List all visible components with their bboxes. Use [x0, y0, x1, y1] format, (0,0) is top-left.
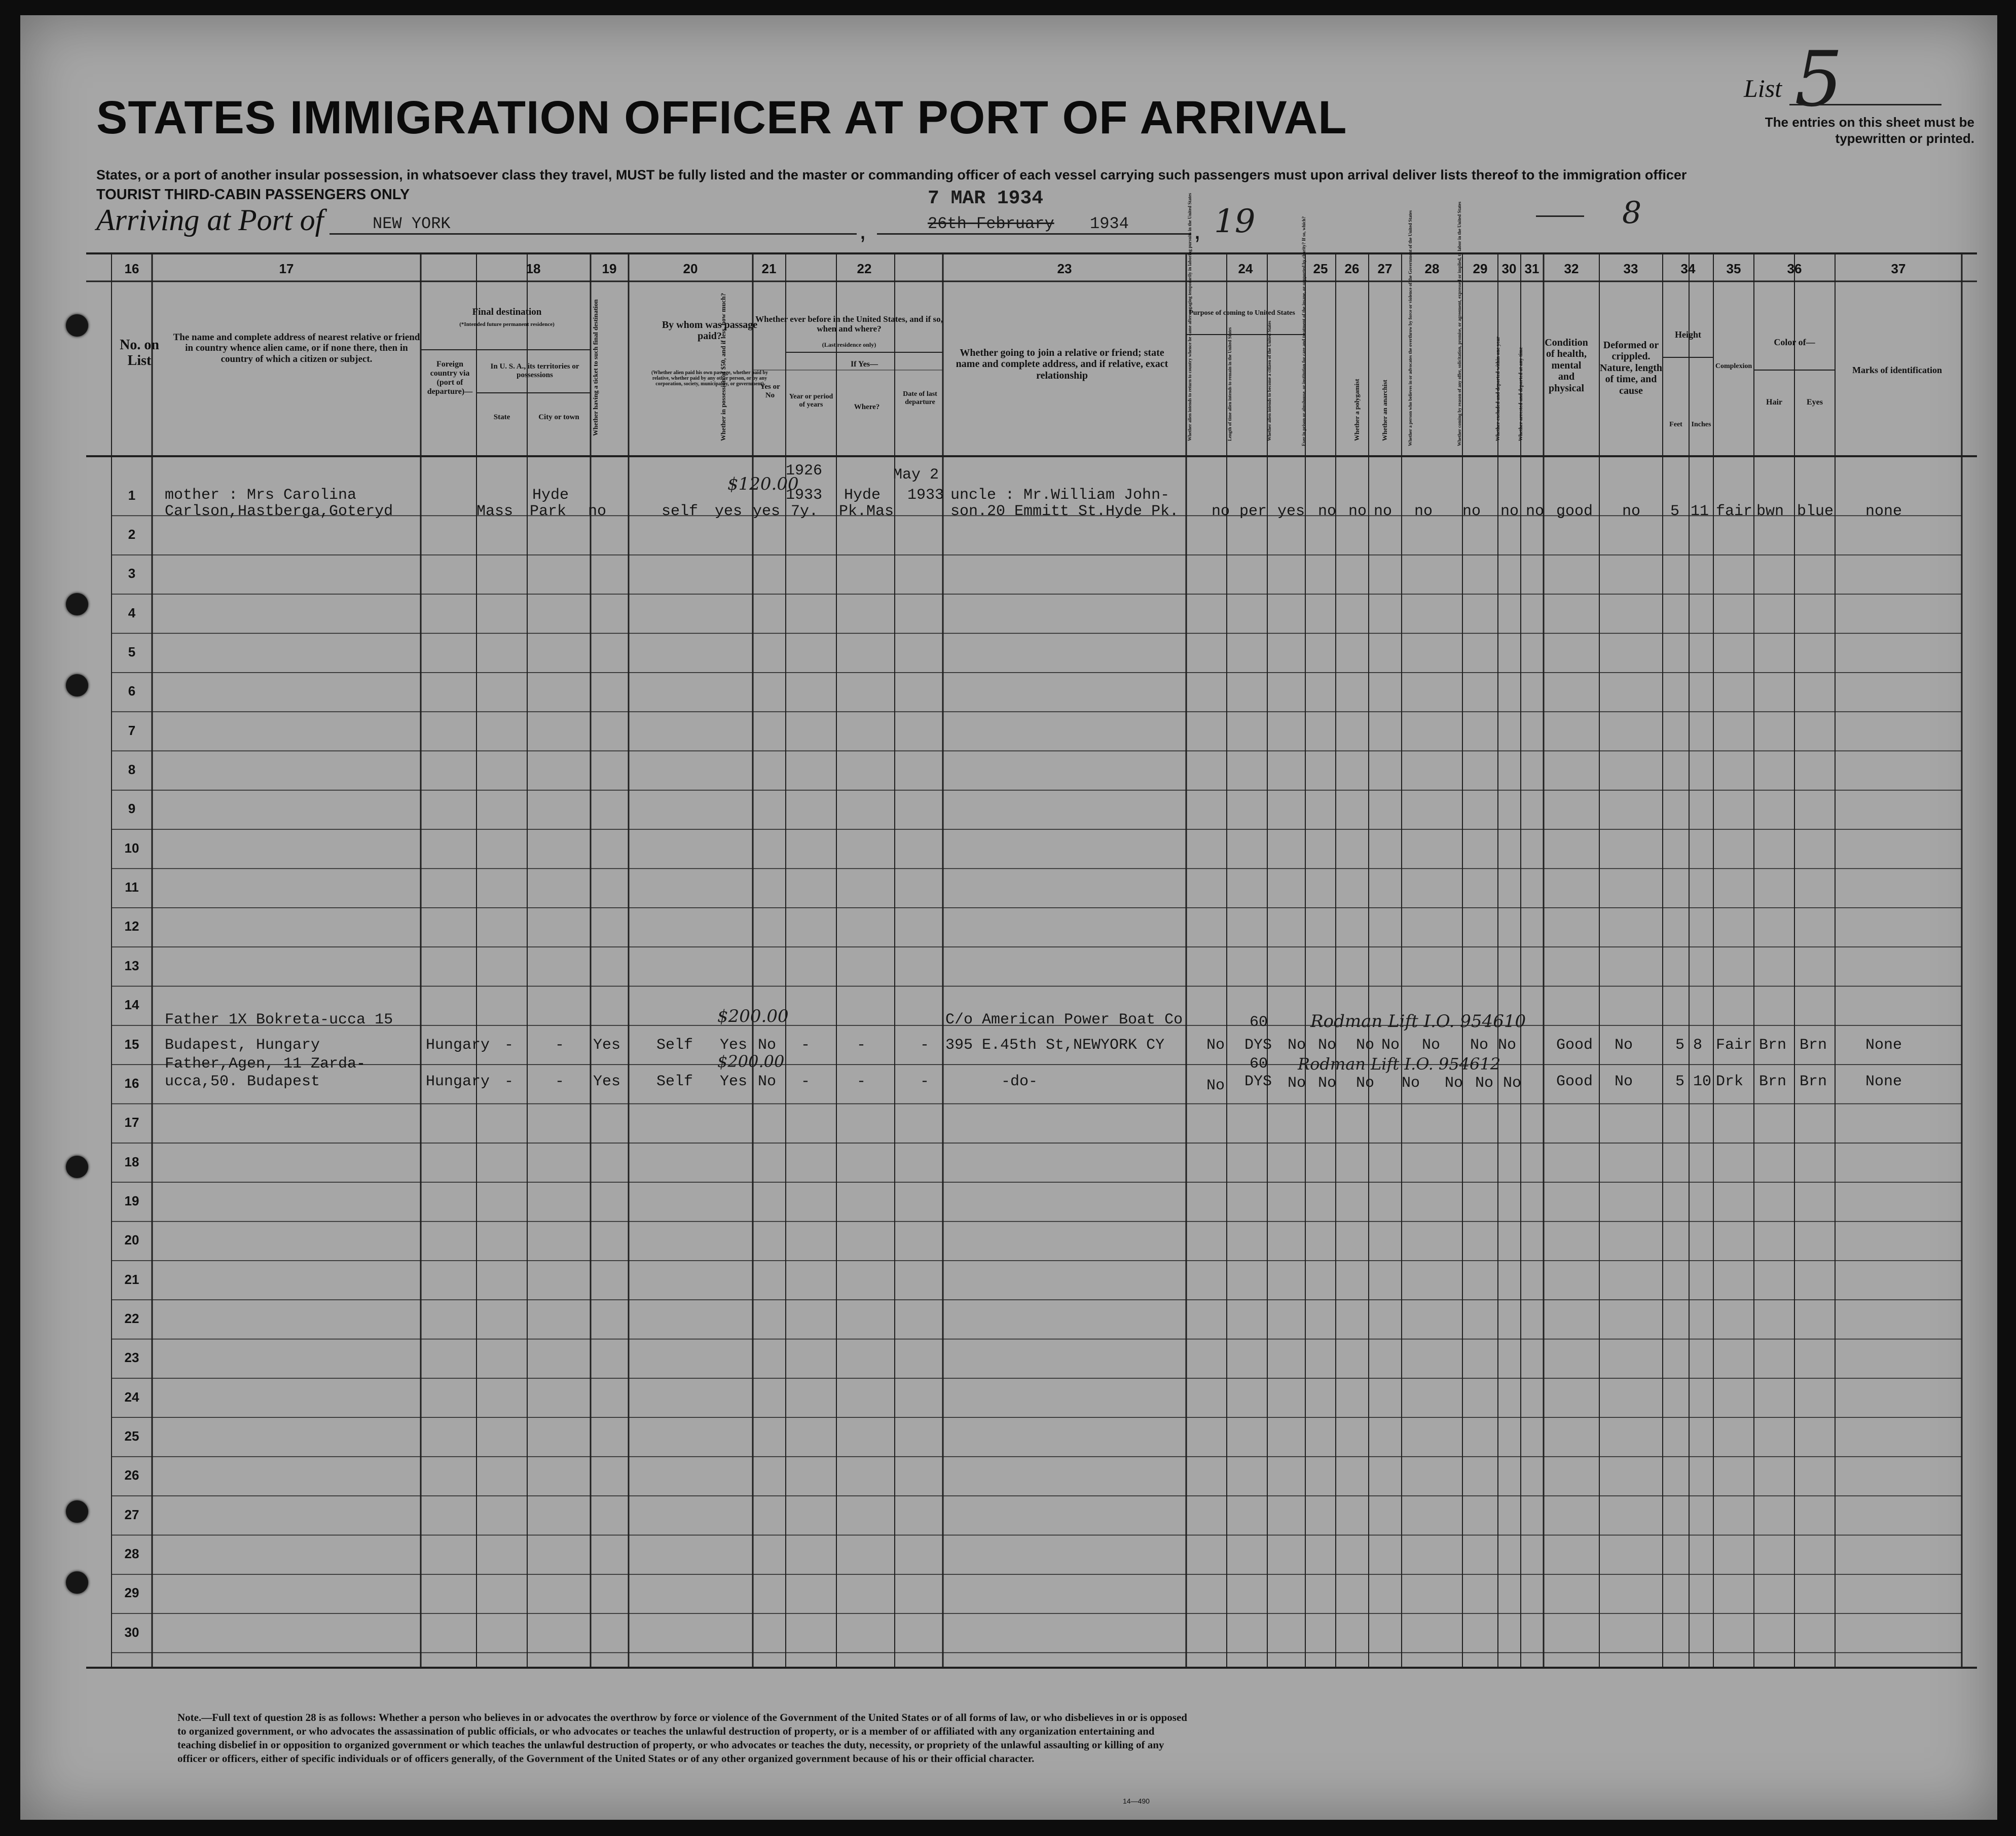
- row15-state: -: [504, 1037, 514, 1054]
- row-number: 4: [128, 605, 136, 620]
- row16-eyes: Brn: [1800, 1073, 1827, 1090]
- row15-eyes: Brn: [1800, 1037, 1827, 1054]
- row1-ticket: no: [588, 503, 607, 520]
- header-height: Height: [1675, 329, 1701, 340]
- row16-feet: 5: [1675, 1073, 1685, 1090]
- row1-years-line2: 1933: [786, 487, 823, 504]
- typed-year: 1934: [1090, 214, 1129, 233]
- row1-q28: no: [1414, 503, 1433, 520]
- header-q28: Whether a person who believes in or advocates the overthrow by force or violence of the Government of the United States: [1408, 210, 1413, 446]
- row15-purpose-a: No: [1206, 1037, 1225, 1054]
- header-q31: Whether arrested and deported at any time: [1518, 347, 1524, 441]
- form-title: STATES IMMIGRATION OFFICER AT PORT OF ARRIVAL: [96, 92, 1347, 143]
- row-number: 19: [124, 1193, 139, 1208]
- row1-money: yes: [715, 503, 743, 520]
- row15-purpose-b-line2: DYS: [1244, 1037, 1272, 1054]
- row1-date-line2: 1933: [907, 487, 944, 504]
- column-number: 31: [1524, 261, 1540, 276]
- row1-before: yes: [753, 503, 781, 520]
- header-ticket: Whether having a ticket to such final destination: [592, 299, 599, 436]
- row1-where-line1: Hyde: [844, 487, 881, 504]
- column-number: 36: [1787, 261, 1802, 276]
- form-passenger-class: TOURIST THIRD-CABIN PASSENGERS ONLY: [96, 187, 410, 203]
- header-yes-no: Yes or No: [760, 383, 780, 399]
- row16-relative-line1: Father,Agen, 11 Zarda-: [165, 1055, 366, 1073]
- row16-date: -: [920, 1073, 930, 1090]
- row16-purpose-b-line1: 60: [1250, 1055, 1268, 1073]
- header-money: Whether in possession of $50, and if less, how much?: [719, 293, 727, 441]
- row-number: 8: [128, 762, 136, 778]
- row16-paid: Self: [656, 1073, 693, 1090]
- column-number: 35: [1726, 261, 1741, 276]
- column-number: 30: [1501, 261, 1517, 276]
- row-number: 23: [124, 1350, 139, 1366]
- row15-q31: No: [1498, 1037, 1517, 1054]
- row15-condition: Good: [1556, 1037, 1593, 1054]
- row-number: 26: [124, 1467, 139, 1483]
- row15-ticket: Yes: [593, 1037, 621, 1054]
- header-q29: Whether coming by reason of any offer, solicitation, promise, or agreement, expressed or implied, to labor in the United States: [1457, 201, 1462, 446]
- header-polygamist: Whether a polygamist: [1353, 379, 1361, 441]
- column-number: 25: [1313, 261, 1328, 276]
- row15-money: Yes: [720, 1037, 748, 1054]
- row-number: 14: [124, 997, 139, 1013]
- header-complexion: Complexion: [1715, 362, 1752, 370]
- row15-joining-line2: 395 E.45th St,NEWYORK CY: [945, 1037, 1165, 1054]
- row1-relative-line2: Carlson,Hastberga,Goteryd: [165, 503, 393, 520]
- column-number: 28: [1424, 261, 1440, 276]
- header-relative: The name and complete address of nearest relative or friend in country whence alien came, or if none there, then in country of which a citizen or subject.: [173, 332, 420, 364]
- row-number: 13: [124, 958, 139, 973]
- row16-q28: No: [1402, 1075, 1420, 1092]
- row1-money-handwritten: $120.00: [727, 474, 799, 494]
- row1-purpose-b: per: [1239, 503, 1267, 520]
- column-number: 29: [1473, 261, 1488, 276]
- row-number: 1: [128, 487, 136, 503]
- row16-purpose-a: No: [1206, 1077, 1225, 1094]
- row1-inches: 11: [1691, 503, 1709, 520]
- manifest-grid: [20, 15, 1997, 1820]
- row1-relative-line1: mother : Mrs Carolina: [165, 487, 357, 504]
- row16-years: -: [801, 1073, 811, 1090]
- row-number: 9: [128, 801, 136, 817]
- column-number: 26: [1344, 261, 1360, 276]
- column-number: 16: [124, 261, 139, 276]
- row1-q26: no: [1348, 503, 1367, 520]
- row15-marks: None: [1865, 1037, 1902, 1054]
- row15-foreign: Hungary: [426, 1037, 490, 1054]
- column-number: 34: [1680, 261, 1696, 276]
- row15-q28: No: [1381, 1037, 1400, 1054]
- header-state: State: [493, 413, 510, 421]
- row1-city-line2: Park: [530, 503, 567, 520]
- column-number: 33: [1623, 261, 1638, 276]
- row16-q27: No: [1356, 1075, 1375, 1092]
- header-purpose-c: Whether alien intends to become a citizen of the United States: [1267, 320, 1272, 441]
- row15-deformed: No: [1615, 1037, 1633, 1054]
- header-anarchist: Whether an anarchist: [1381, 380, 1388, 441]
- row16-q26: No: [1318, 1075, 1337, 1092]
- row15-inches: 8: [1693, 1037, 1703, 1054]
- header-prison: Ever in prison or almshouse, or institution for care and treatment of the insane, or supported by charity? If so, which?: [1301, 216, 1306, 446]
- row-number: 18: [124, 1154, 139, 1169]
- row15-years: -: [801, 1037, 811, 1054]
- row-number: 12: [124, 919, 139, 934]
- header-q30: Whether excluded and deported within one year: [1495, 337, 1501, 441]
- row-number: 27: [124, 1507, 139, 1522]
- header-no-on-list: No. on List: [120, 337, 159, 369]
- row-number: 29: [124, 1585, 139, 1601]
- row15-q27: No: [1356, 1037, 1375, 1054]
- row16-city: -: [555, 1073, 565, 1090]
- header-condition: Condition of health, mental and physical: [1545, 337, 1588, 394]
- row-number: 24: [124, 1389, 139, 1405]
- comma-separator: ,: [859, 216, 866, 244]
- column-number: 17: [279, 261, 294, 276]
- header-joining: Whether going to join a relative or friend; state name and complete address, and if relative, exact relationship: [956, 347, 1168, 381]
- row-number: 17: [124, 1115, 139, 1130]
- header-paid-by-sub: (Whether alien paid his own passage, whether paid by relative, whether paid by any other person, or by any corporation, society, municipality, or government): [651, 370, 768, 387]
- row16-foreign: Hungary: [426, 1073, 490, 1090]
- row16-condition: Good: [1556, 1073, 1593, 1090]
- header-eyes: Eyes: [1807, 398, 1823, 407]
- header-final-destination-sub: (*Intended future permanent residence): [459, 321, 555, 327]
- row-number: 20: [124, 1232, 139, 1248]
- row1-eyes: blue: [1797, 503, 1834, 520]
- row-number: 11: [125, 879, 139, 895]
- row15-q29: No: [1422, 1037, 1441, 1054]
- column-number: 32: [1564, 261, 1579, 276]
- row15-relative-line1: Father 1X Bokreta-ucca 15: [165, 1011, 393, 1029]
- manifest-sheet: [20, 15, 1997, 1820]
- row15-paid: Self: [656, 1037, 693, 1054]
- row16-state: -: [504, 1073, 514, 1090]
- row15-joining-line1: C/o American Power Boat Co: [945, 1011, 1183, 1029]
- corner-mark: 8: [1622, 195, 1642, 231]
- row16-q30: No: [1475, 1075, 1494, 1092]
- row16-q29: No: [1445, 1075, 1463, 1092]
- form-instruction: States, or a port of another insular possession, in whatsoever class they travel, MUST be fully listed and the master or commanding officer of each vessel carrying such passengers must upon arrival deliver lists thereof to the immigration officer: [96, 167, 1687, 182]
- row16-annotation: Rodman Lift I.O. 954612: [1298, 1054, 1501, 1074]
- row-number: 6: [128, 683, 136, 699]
- row-number: 21: [124, 1271, 139, 1287]
- column-number: 19: [602, 261, 617, 276]
- header-purpose-a: Whether alien intends to return to country whence he came after engaging temporarily in laboring pursuits in the United States: [1187, 193, 1192, 441]
- header-in-usa: In U. S. A., its territories or possessions: [490, 362, 579, 379]
- row1-q31: no: [1526, 503, 1545, 520]
- row16-hair: Brn: [1759, 1073, 1787, 1090]
- header-where: Where?: [854, 403, 880, 411]
- row15-complexion: Fair: [1716, 1037, 1753, 1054]
- row1-date-line1: May 2: [893, 466, 939, 484]
- header-before-us-sub: (Last residence only): [822, 341, 876, 348]
- row16-purpose-b-line2: DYS: [1244, 1073, 1272, 1090]
- row15-q26: No: [1318, 1037, 1337, 1054]
- column-number: 22: [857, 261, 872, 276]
- row16-ticket: Yes: [593, 1073, 621, 1090]
- header-foreign-country: Foreign country via (port of departure)—: [427, 360, 473, 396]
- row16-joining: -do-: [1001, 1073, 1038, 1090]
- row16-deformed: No: [1615, 1073, 1633, 1090]
- row16-money-handwritten: $200.00: [717, 1052, 785, 1071]
- row16-before: No: [758, 1073, 777, 1090]
- year-prefix: 19: [1214, 203, 1256, 240]
- column-number: 18: [526, 261, 541, 276]
- row-number: 25: [124, 1428, 139, 1444]
- row1-condition: good: [1556, 503, 1593, 520]
- column-number: 24: [1238, 261, 1253, 276]
- header-paid-by: By whom was passage paid?: [662, 319, 758, 342]
- row-number: 30: [124, 1624, 139, 1640]
- row15-annotation: Rodman Lift I.O. 954610: [1310, 1011, 1526, 1032]
- row1-years-line1: 1926: [786, 462, 823, 480]
- header-before-us: Whether ever before in the United States, and if so, when and where?: [755, 314, 943, 334]
- header-city: City or town: [538, 413, 579, 421]
- row15-relative-line2: Budapest, Hungary: [165, 1037, 320, 1054]
- row1-deformed: no: [1622, 503, 1641, 520]
- row1-q25: no: [1318, 503, 1337, 520]
- row1-state: Mass: [476, 503, 514, 520]
- arriving-port-label: Arriving at Port of: [96, 203, 324, 237]
- row15-feet: 5: [1675, 1037, 1685, 1054]
- header-purpose: Purpose of coming to United States: [1189, 309, 1295, 317]
- row-number: 22: [124, 1310, 139, 1326]
- row16-marks: None: [1865, 1073, 1902, 1090]
- column-number: 23: [1057, 261, 1072, 276]
- row15-purpose-b-line1: 60: [1250, 1014, 1268, 1031]
- row1-hair: bwn: [1756, 503, 1784, 520]
- entries-note: The entries on this sheet must be typewritten or printed.: [1765, 115, 1974, 146]
- header-final-destination: Final destination: [472, 307, 542, 317]
- row16-inches: 10: [1693, 1073, 1712, 1090]
- arrival-date-stamp: 7 MAR 1934: [928, 188, 1044, 209]
- row16-money: Yes: [720, 1073, 748, 1090]
- row-number: 16: [124, 1075, 139, 1091]
- header-hair: Hair: [1766, 398, 1782, 407]
- header-color-of: Color of—: [1774, 337, 1815, 347]
- header-marks: Marks of identification: [1852, 365, 1942, 375]
- row-number: 28: [124, 1546, 139, 1561]
- column-number: 37: [1891, 261, 1906, 276]
- row15-date: -: [920, 1037, 930, 1054]
- row1-complexion: fair: [1716, 503, 1753, 520]
- row-number: 2: [128, 527, 136, 542]
- row15-money-handwritten: $200.00: [717, 1006, 789, 1026]
- row15-q25: No: [1288, 1037, 1306, 1054]
- row1-joining-line2: son.20 Emmitt St.Hyde Pk.: [950, 503, 1179, 520]
- header-year-period: Year or period of years: [789, 393, 833, 409]
- comma-separator: ,: [1194, 216, 1201, 244]
- typed-date-struck: 26th February: [928, 214, 1054, 233]
- row-number: 3: [128, 566, 136, 581]
- row1-q30: no: [1500, 503, 1519, 520]
- row-number: 7: [128, 722, 136, 738]
- header-date-departure: Date of last departure: [903, 390, 937, 406]
- row15-before: No: [758, 1037, 777, 1054]
- header-inches: Inches: [1691, 421, 1711, 428]
- row1-marks: none: [1865, 503, 1902, 520]
- form-number: 14—490: [1123, 1797, 1150, 1805]
- row-number: 15: [124, 1036, 139, 1052]
- row16-q31: No: [1503, 1075, 1522, 1092]
- column-number: 21: [761, 261, 777, 276]
- row15-where: -: [857, 1037, 866, 1054]
- row16-relative-line2: ucca,50. Budapest: [165, 1073, 320, 1090]
- row1-city-line1: Hyde: [532, 487, 569, 504]
- row15-city: -: [555, 1037, 565, 1054]
- header-if-yes: If Yes—: [850, 360, 878, 369]
- row1-feet: 5: [1670, 503, 1680, 520]
- row1-q29: no: [1462, 503, 1481, 520]
- row16-where: -: [857, 1073, 866, 1090]
- header-deformed: Deformed or crippled. Nature, length of time, and cause: [1600, 340, 1662, 396]
- row1-where-line2: Pk.Mas: [839, 503, 894, 520]
- header-feet: Feet: [1669, 421, 1682, 428]
- row16-q25: No: [1288, 1075, 1306, 1092]
- row-number: 5: [128, 644, 136, 660]
- list-label: List: [1744, 74, 1782, 102]
- row1-q27: no: [1374, 503, 1392, 520]
- row1-paid: self: [662, 503, 699, 520]
- column-number: 27: [1377, 261, 1392, 276]
- port-value: NEW YORK: [373, 214, 451, 233]
- row15-hair: Brn: [1759, 1037, 1787, 1054]
- header-purpose-b: Length of time alien intends to remain in the United States: [1227, 327, 1232, 441]
- row1-years-line3: 7y.: [791, 503, 819, 520]
- row1-purpose-c: yes: [1277, 503, 1305, 520]
- row-number: 10: [124, 840, 139, 856]
- row1-joining-line1: uncle : Mr.William John-: [950, 487, 1170, 504]
- row15-q30: No: [1470, 1037, 1489, 1054]
- column-number: 20: [683, 261, 698, 276]
- list-number: 5: [1794, 35, 1843, 124]
- row16-complexion: Drk: [1716, 1073, 1744, 1090]
- row1-purpose-a: no: [1212, 503, 1230, 520]
- footnote-question-28: Note.—Full text of question 28 is as follows: Whether a person who believes in or advocates the overthrow by force or violence of the Government of the United States or of all forms of law, or who disbelieves in or is opposed to organized government, or who advocates the assassination of public officials, or who advocates or teaches the unlawful destruction of property, or is a member of or affiliated with any organization entertaining and teaching disbelief in or opposition to organized government or which teaches the unlawful destruction of property, or who advocates or teaches the duty, necessity, or propriety of the unlawful assaulting or killing of any officer or officers, either of specific individuals or of officers generally, of the Government of the United States or of any other organized government because of his or their official character.: [177, 1711, 1187, 1765]
